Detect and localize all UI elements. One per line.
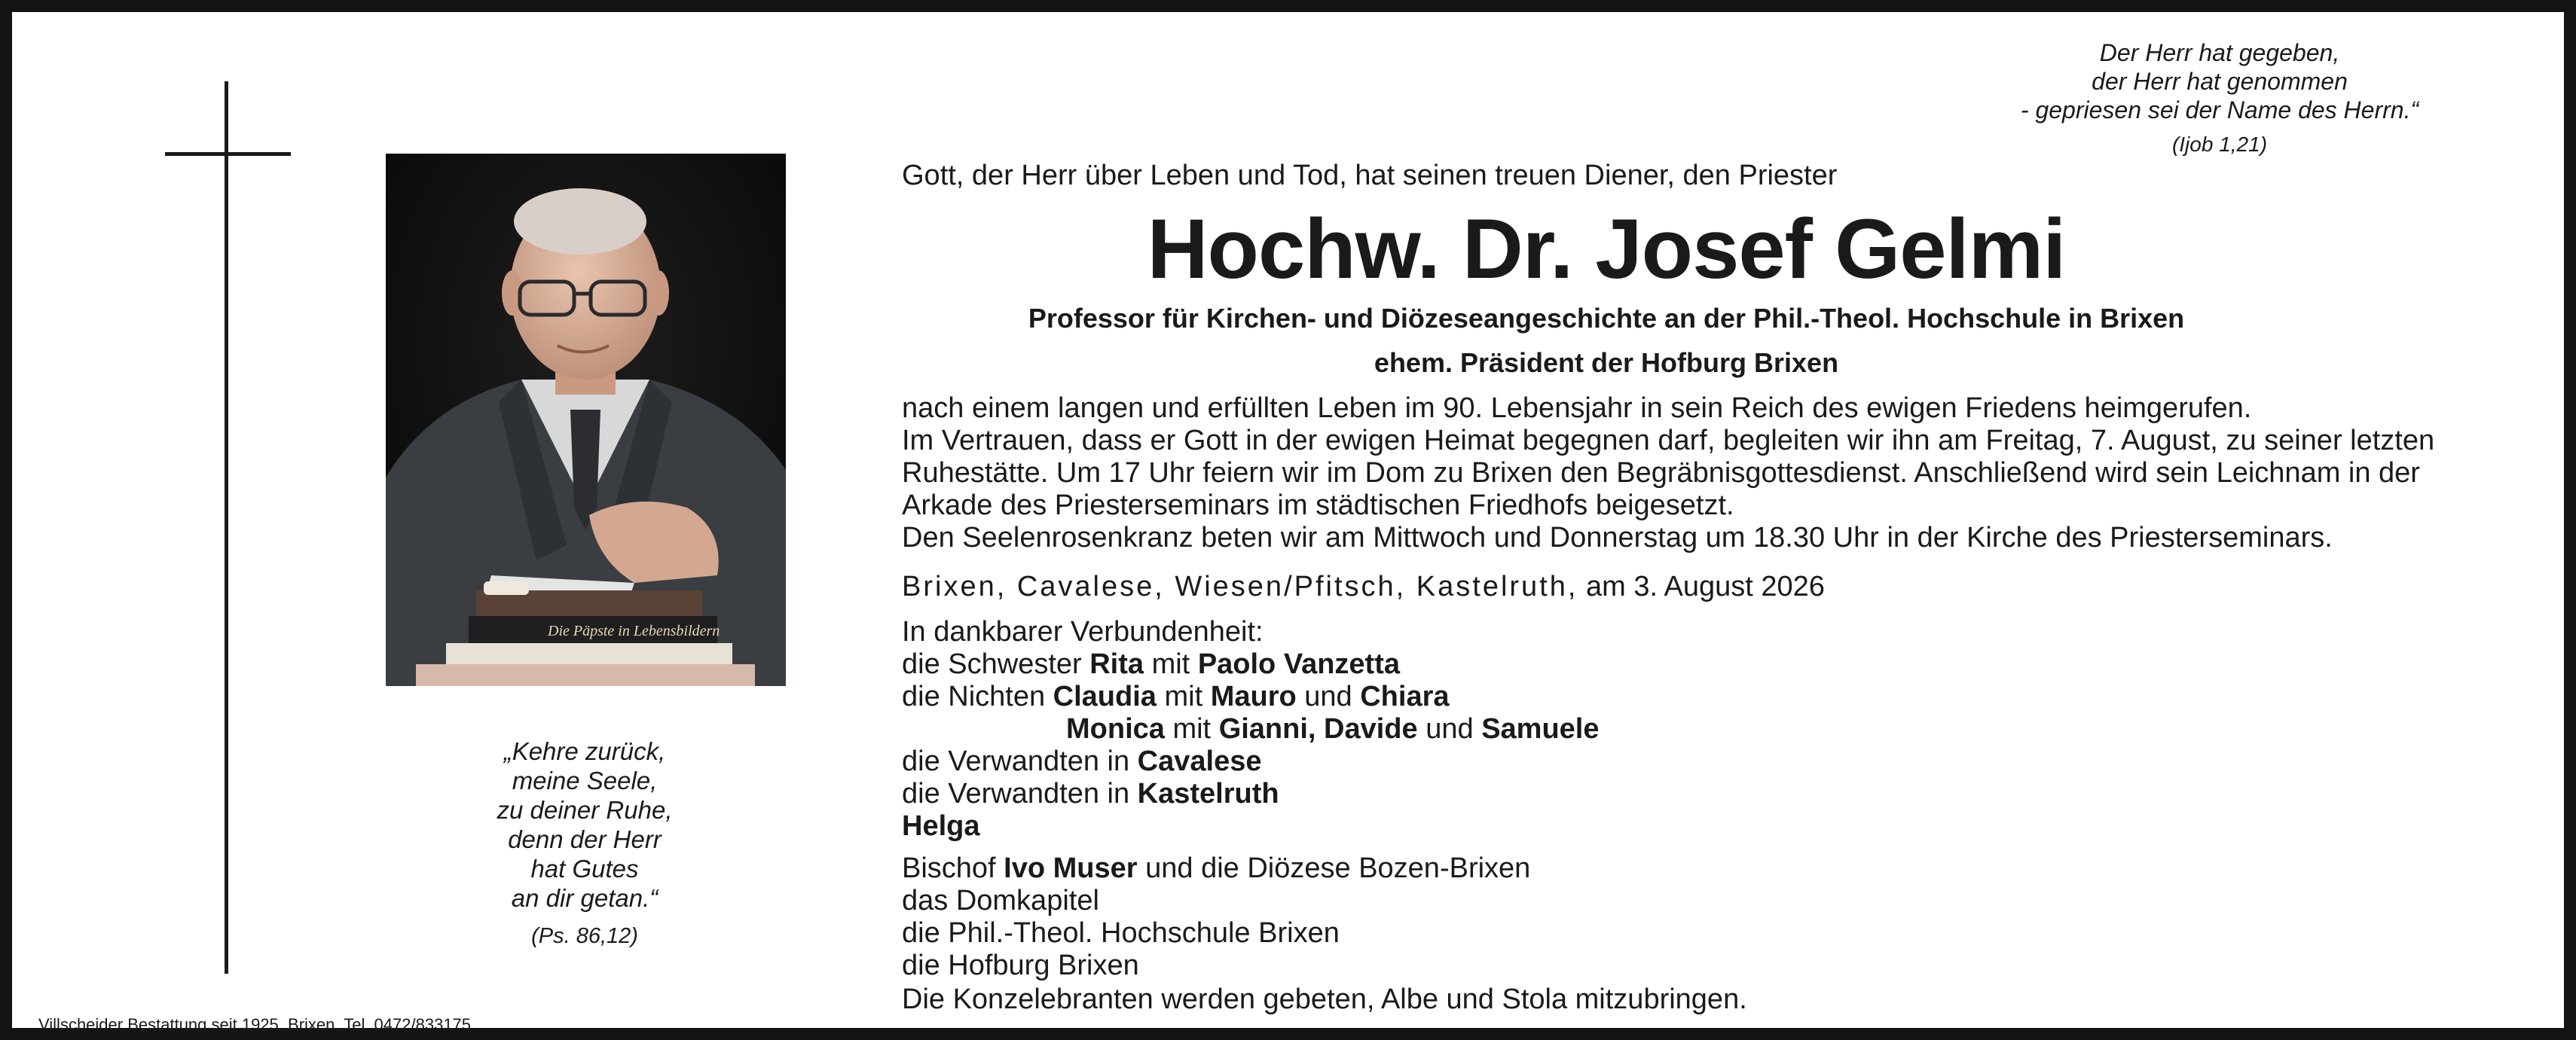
- text: Bischof: [902, 852, 1004, 884]
- mourner-row-institution: die Phil.-Theol. Hochschule Brixen: [902, 917, 1340, 949]
- psalm-line: meine Seele,: [512, 767, 658, 794]
- portrait-photo: [386, 154, 786, 686]
- name: Mauro: [1210, 681, 1297, 712]
- mourner-row-institution: die Hofburg Brixen: [902, 950, 1139, 981]
- text: mit: [1156, 681, 1211, 712]
- text: die Schwester: [902, 648, 1090, 680]
- text: und: [1296, 681, 1361, 712]
- mourner-row-sister: [902, 648, 2446, 681]
- text: und die Diözese Bozen-Brixen: [1137, 852, 1531, 884]
- text: die Verwandten in: [902, 746, 1138, 777]
- job-quote-reference: (Ijob 1,21): [2171, 133, 2268, 156]
- body-paragraph: Den Seelenrosenkranz beten wir am Mittwoch und Donnerstag um 18.30 Uhr in der Kirche des Priesterseminars.: [902, 522, 2333, 554]
- text: mit: [1144, 648, 1198, 680]
- text: die Verwandten in: [902, 778, 1138, 810]
- psalm-quote: [434, 737, 735, 951]
- name: Chiara: [1360, 681, 1450, 712]
- body-paragraph: Im Vertrauen, dass er Gott in der ewigen Heimat begegnen darf, begleiten wir ihn am Freitag, 7. August, zu seiner letzten Ruhestätte. Um 17 Uhr feiern wir im Dom zu Brixen den Begräbnisgottesdienst. Anschließend wird sein Leichnam in der Arkade des Priesterseminars im städtischen Friedhofs beigesetzt.: [902, 425, 2435, 521]
- job-quote-line: Der Herr hat gegeben,: [2099, 39, 2340, 66]
- psalm-line: denn der Herr: [508, 825, 662, 853]
- name: Samuele: [1481, 713, 1600, 745]
- psalm-reference: (Ps. 86,12): [531, 924, 638, 948]
- announcement-body: [902, 392, 2446, 554]
- mourner-row-nieces-2: [902, 713, 2446, 746]
- name: Rita: [1089, 648, 1144, 680]
- name: Gianni, Davide: [1218, 713, 1418, 745]
- name: Kastelruth: [1137, 778, 1279, 810]
- deceased-name: Hochw. Dr. Josef Gelmi: [1147, 202, 2066, 296]
- psalm-line: hat Gutes: [530, 855, 639, 883]
- name: Monica: [1066, 713, 1165, 745]
- body-paragraph: nach einem langen und erfüllten Leben im 90. Lebensjahr in sein Reich des ewigen Friedens heimgerufen.: [902, 392, 2252, 424]
- name: Ivo Muser: [1004, 852, 1138, 884]
- mourners-heading: In dankbarer Verbundenheit:: [902, 616, 1264, 648]
- date: am 3. August 2026: [1586, 571, 1825, 602]
- text: mit: [1164, 713, 1219, 745]
- title-professor: Professor für Kirchen- und Diözeseangeschichte an der Phil.-Theol. Hochschule in Brixen: [1028, 303, 2185, 334]
- intro-line: Gott, der Herr über Leben und Tod, hat seinen treuen Diener, den Priester: [902, 160, 1838, 191]
- mourner-row-nieces: [902, 681, 2446, 713]
- funeral-home-footer: Villscheider Bestattung seit 1925, Brixen, Tel. 0472/833175: [38, 1015, 472, 1034]
- psalm-line: „Kehre zurück,: [503, 737, 666, 765]
- place-and-date: [902, 571, 1825, 603]
- psalm-line: an dir getan.“: [511, 884, 659, 912]
- text: die Nichten: [902, 681, 1053, 712]
- mourners-list: [902, 616, 2446, 982]
- cross-vertical-bar: [225, 81, 228, 974]
- mourner-row-helga: [902, 810, 2446, 843]
- mourner-row-institution: das Domkapitel: [902, 885, 1099, 916]
- job-quote-line: der Herr hat genommen: [2092, 68, 2348, 95]
- name: Helga: [902, 810, 980, 842]
- name: Paolo Vanzetta: [1197, 648, 1401, 680]
- mourner-row-relatives-cavalese: [902, 746, 2446, 778]
- book-spine-title: Die Päpste in Lebensbildern: [548, 623, 720, 639]
- title-president: ehem. Präsident der Hofburg Brixen: [1374, 347, 1839, 378]
- job-quote: [1881, 38, 2559, 159]
- name: Cavalese: [1137, 746, 1262, 777]
- psalm-line: zu deiner Ruhe,: [497, 796, 673, 824]
- places: Brixen, Cavalese, Wiesen/Pfitsch, Kastelruth,: [902, 571, 1578, 602]
- cross-horizontal-bar: [165, 152, 291, 156]
- name: Claudia: [1053, 681, 1157, 712]
- mourner-row-bishop: [902, 852, 2446, 885]
- closing-note: Die Konzelebranten werden gebeten, Albe und Stola mitzubringen.: [902, 984, 1747, 1015]
- mourner-row-relatives-kastelruth: [902, 778, 2446, 810]
- job-quote-line: - gepriesen sei der Name des Herrn.“: [2020, 96, 2419, 124]
- text: und: [1417, 713, 1482, 745]
